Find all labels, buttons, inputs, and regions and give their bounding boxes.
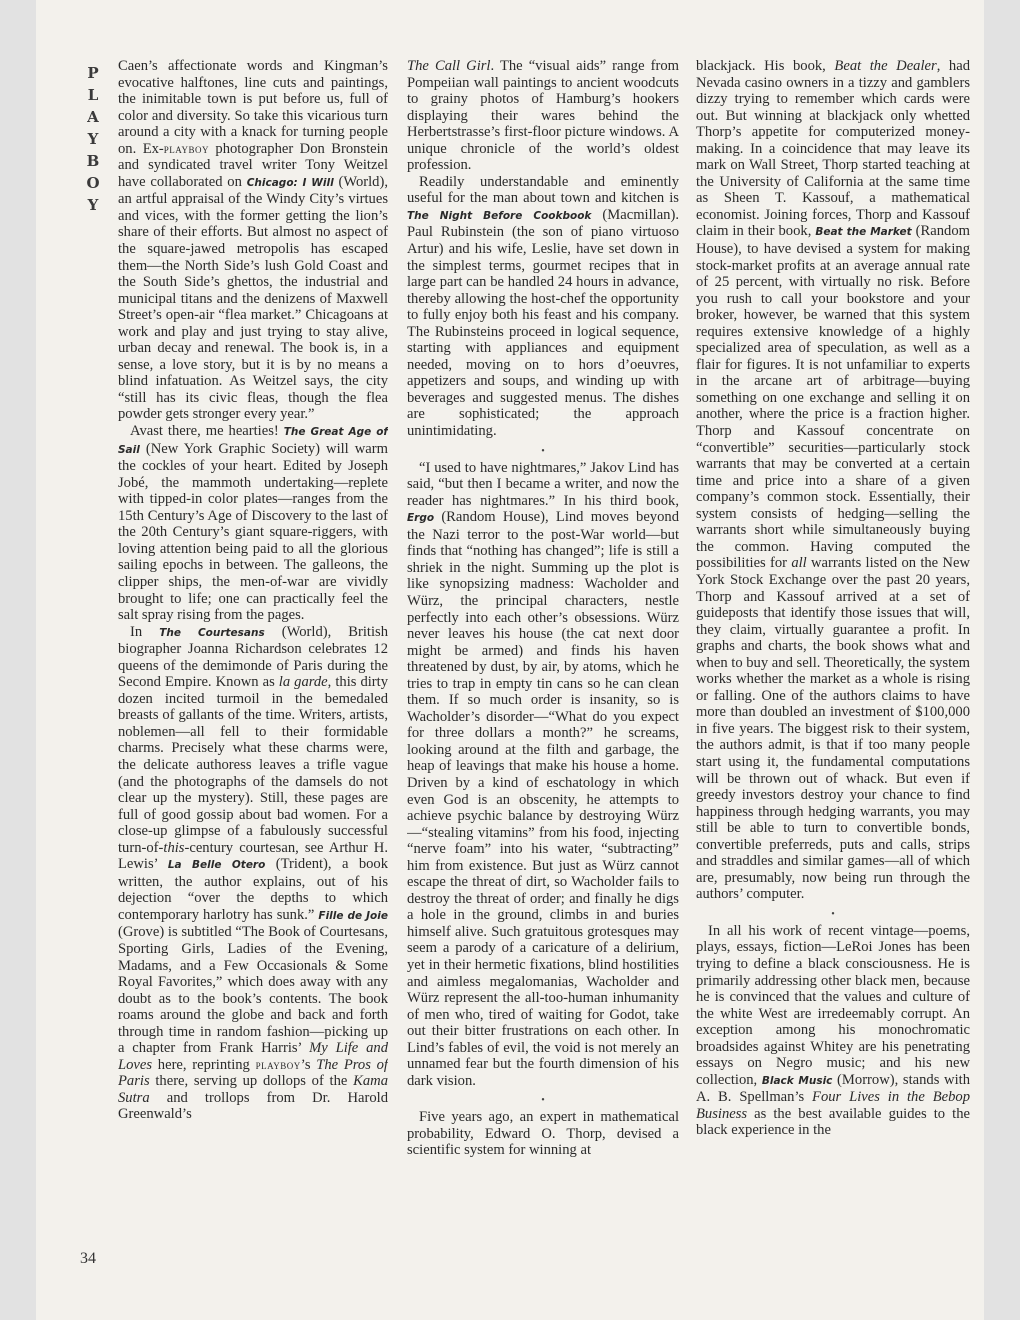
- paragraph: In The Courtesans (World), British biographer Joanna Richardson celebrates 12 queens of the demimonde of Paris during the Second Empire. Known as la garde, this dirty dozen incited turmoil in the bemedaled breasts of gallants of the time. Writers, artists, noblemen—all fell to their formidable charms. Precisely what these charms were, the delicate authoress leaves a trifle vague (and the photographs of the damsels do not clear up the mystery). Still, these pages are full of good gossip about bad women. For a close-up glimpse of a fabulously successful turn-of-this-century courtesan, see Arthur H. Lewis’ La Belle Otero (Trident), a book written, the author explains, out of his dejection “over the depths to which contemporary harlotry has sunk.” Fille de Joie (Grove) is subtitled “The Book of Courtesans, Sporting Girls, Ladies of the Evening, Madams, and a Few Occasionals & Some Royal Favorites,” which does away with any doubt as to the book’s contents. The book roams around the globe and back and forth through time in random fashion—picking up a chapter from Frank Harris’ My Life and Loves here, reprinting playboy’s The Pros of Paris there, serving up dollops of the Kama Sutra and trollops from Dr. Harold Greenwald’s: [118, 623, 388, 1123]
- paragraph: Caen’s affectionate words and Kingman’s evocative halftones, line cuts and paintings, the inimitable town is put before us, full of color and diversity. So take this vicarious turn around a city with a knack for turning people on. Ex-playboy photographer Don Bronstein and syndicated travel writer Tony Weitzel have collaborated on Chicago: I Will (World), an artful appraisal of the Windy City’s virtues and vices, with the former getting the lion’s share of their efforts. But almost no aspect of the square-jawed metropolis has escaped them—the North Side’s lush Gold Coast and the South Side’s ghettos, the industrial and municipal titans and the denizens of Maxwell Street’s open-air “flea market.” Chicagoans at work and play and just trying to stay alive, urban decay and renewal. The book is, in a sense, a love story, but it is by no means a blind infatuation. As Weitzel says, the city “still has its civic fleas, though the flea powder gets stronger every year.”: [118, 58, 388, 423]
- masthead-letter: L: [87, 86, 99, 104]
- italic-text: My Life and Loves: [118, 1040, 388, 1073]
- italic-text: The Pros of Paris: [118, 1056, 388, 1090]
- paragraph: Five years ago, an expert in mathematical probability, Edward O. Thorp, devised a scientific system for winning at: [407, 1109, 679, 1159]
- book-title: The Great Age of Sail: [118, 426, 388, 456]
- masthead-letter: Y: [87, 196, 99, 214]
- masthead-letter: Y: [87, 130, 99, 148]
- magazine-name: playboy: [163, 140, 209, 156]
- book-title: Beat the Market: [815, 226, 912, 239]
- paragraph: In all his work of recent vintage—poems, plays, essays, fiction—LeRoi Jones has been trying to define a black consciousness. He is primarily addressing other black men, because he is convinced that the values and culture of the white West are irredeemably corrupt. An exception among his monochromatic broadsides against Whitey are his penetrating essays on Negro music; and his new collection, Black Music (Morrow), stands with A. B. Spellman’s Four Lives in the Bebop Business as the best available guides to the black experience in the: [696, 922, 970, 1139]
- section-separator: •: [541, 445, 545, 457]
- paragraph: Avast there, me hearties! The Great Age of Sail (New York Graphic Society) will warm the cockles of your heart. Edited by Joseph Jobé, the mammoth undertaking—replete with tipped-in color plates—ranges from the 15th Century’s Age of Discovery to the last of the 20th Century’s giant square-riggers, with loving attention being paid to all the glorious sailing epochs in between. The galleons, the clipper ships, the men-of-war are vividly brought to life; one can practically feel the salt spray rising from the pages.: [118, 423, 388, 624]
- masthead-letter: B: [86, 152, 100, 170]
- masthead-letter: O: [86, 174, 100, 192]
- vertical-masthead: [81, 62, 105, 216]
- book-title: La Belle Otero: [167, 859, 266, 872]
- italic-text: la garde: [278, 674, 328, 691]
- book-title: Fille de Joie: [318, 909, 388, 922]
- italic-text: Beat the Dealer: [834, 58, 937, 74]
- text-column-1: [118, 58, 388, 1298]
- italic-text: Four Lives in the Bebop Business: [696, 1089, 970, 1122]
- section-separator: •: [831, 908, 835, 920]
- section-separator: •: [541, 1095, 545, 1107]
- paragraph: blackjack. His book, Beat the Dealer, had Nevada casino owners in a tizzy and gamblers dizzy trying to remember which cards were out. But winning at blackjack only whetted Thorp’s appetite for computerized money-making. In a coincidence that may leave its mark on Wall Street, Thorp started teaching at the University of California at the same time as Sheen T. Kassouf, a mathematical economist. Joining forces, Thorp and Kassouf claim in their book, Beat the Market (Random House), to have devised a system for making stock-market profits at an average annual rate of 25 percent, with virtually no risk. Before you rush to call your bookstore and your broker, however, be warned that this system requires extensive knowledge of a highly specialized area of speculation, as well as a flair for figures. It is not unfamiliar to experts in the arcane art of arbitrage—buying something on one exchange and selling it on another, where the price is a fraction higher. Thorp and Kassouf concentrate on “convertible” securities—particularly stock warrants that may be converted at a certain time and price into a share of a given company’s common stock. Essentially, their system consists of hedging—selling the warrants short while simultaneously buying the common. Having computed the possibilities for all warrants listed on the New York Stock Exchange over the past 20 years, Thorp and Kassouf arrived at a set of guideposts that identify those issues that will, they claim, virtually guarantee a profit. In graphs and charts, the book shows what and when to buy and sell. Theoretically, the system works whether the market as a whole is rising or falling. One of the authors claims to have more than doubled an investment of $100,000 in five years. The biggest risk to their system, the authors admit, is that if too many people start using it, the fundamental computations will be thrown out of whack. But even if greedy investors destroy your chance to find happiness through hedging warrants, you may still be able to turn to convertible bonds, convertible preferreds, puts and calls, strips and straddles and similar games—all of which are, presumably, now being run through the authors’ computer.: [696, 58, 970, 903]
- italic-text: The Call Girl: [407, 58, 491, 74]
- book-title: The Courtesans: [159, 626, 265, 639]
- page-number: 34: [80, 1250, 96, 1267]
- paragraph: The Call Girl. The “visual aids” range from Pompeiian wall paintings to ancient woodcuts to grainy photos of Hamburg’s hookers displaying their wares behind the Herbertstrasse’s first-floor picture windows. A unique chronicle of the world’s oldest profession.: [407, 58, 679, 174]
- paragraph: Readily understandable and eminently useful for the man about town and kitchen is The Night Before Cookbook (Macmillan). Paul Rubinstein (the son of piano virtuoso Artur) and his wife, Leslie, have set down in the simplest terms, gourmet recipes that in large part can be handled 24 hours in advance, thereby allowing the host-chef the opportunity to fully enjoy both his feast and his company. The Rubinsteins proceed in logical sequence, starting with appliances and equipment needed, moving on to hors d’oeuvres, appetizers and soups, and winding up with beverages and suggested menus. The dishes are sophisticated; the approach unintimidating.: [407, 173, 679, 440]
- italic-text: all: [791, 555, 807, 572]
- book-title: Ergo: [407, 512, 435, 525]
- text-column-3: [696, 58, 970, 1298]
- masthead-letter: A: [87, 108, 99, 126]
- italic-text: this: [163, 839, 185, 856]
- magazine-name: playboy: [255, 1056, 301, 1072]
- book-title: Chicago: I Will: [246, 176, 334, 189]
- book-title: The Night Before Cookbook: [407, 209, 592, 222]
- italic-text: Kama Sutra: [118, 1073, 388, 1106]
- paragraph: “I used to have nightmares,” Jakov Lind has said, “but then I became a writer, and now the reader has nightmares.” In his third book, Ergo (Random House), Lind moves beyond the Nazi terror to the post-War world—but finds that “nothing has changed”; life is still a shriek in the night. Summing up the plot is like synopsizing madness: Wacholder and Würz, the principal characters, nestle perfectly into each other’s obsessions. Würz never leaves his house (the cat next door might be armed) and finds his haven threatened by dust, by air, by atoms, which he tries to trap in empty tin cans so he can clean them. If so much order is insanity, so is Wacholder’s disorder—“What do you expect for three dollars a month?” he screams, looking around at the filth and garbage, the heap of leavings that make his house a home. Driven by a kind of eschatology in which even God is an obscenity, he attempts to achieve psychic balance by destroying Würz—“stealing vitamins” from his food, injecting “nerve foam” into his water, “subtracting” him from existence. But just as Würz cannot escape the threat of dirt, so Wacholder fails to destroy the threat of order; and finally he digs a hole in the ground, climbs in and buries himself alive. Such gratuitous grotesques may seem a parody of a caricature of a delirium, yet in their hermetic fixations, blind hostilities and aimless megalomanias, Wacholder and Würz represent the all-too-human inhumanity of men who, tired of waiting for Godot, take out their bitter frustrations on each other. In Lind’s fables of evil, the void is not merely an unnamed fear but the fourth dimension of his dark vision.: [407, 459, 679, 1089]
- text-column-2: [407, 58, 679, 1298]
- book-title: Black Music: [761, 1074, 833, 1087]
- masthead-letter: P: [87, 64, 99, 82]
- magazine-page: [36, 0, 984, 1320]
